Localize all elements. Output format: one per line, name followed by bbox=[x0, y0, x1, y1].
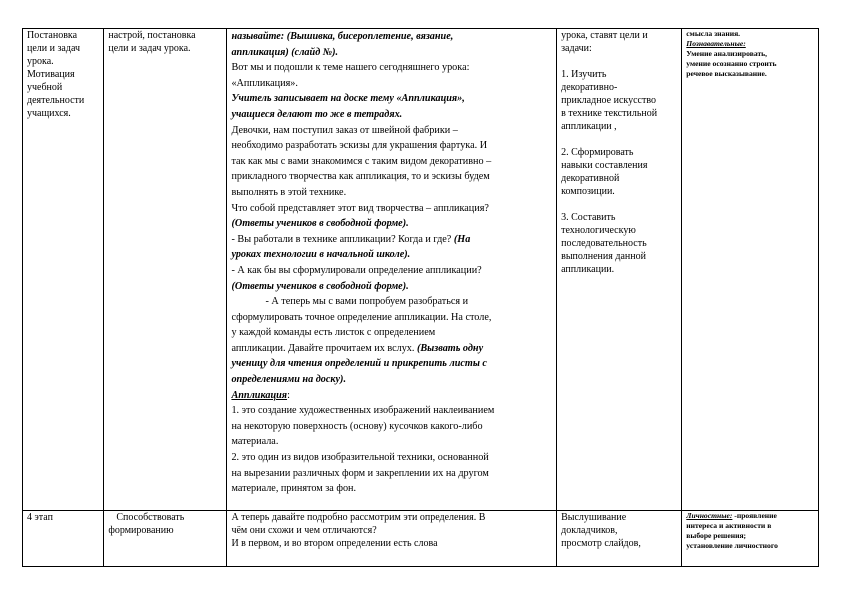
task-line: 1. Изучить bbox=[561, 69, 607, 80]
content-line: выполнять в этой технике. bbox=[231, 186, 347, 198]
stage-cell bbox=[23, 29, 104, 511]
uud-label-cognitive bbox=[686, 39, 814, 49]
table-row-stage-3 bbox=[23, 29, 819, 511]
students-line: докладчиков, bbox=[561, 525, 618, 536]
content-line: так как мы с вами знакомимся с таким видом декоративно – bbox=[231, 155, 492, 167]
content-line: необходимо разработать эскизы для украшения фартука. И bbox=[231, 140, 488, 152]
content-line: (Ответы учеников в свободной форме). bbox=[231, 218, 409, 230]
uud-text: -проявление bbox=[732, 511, 777, 520]
uud-line: Умение анализировать, bbox=[686, 49, 768, 58]
task-line: навыки составления bbox=[561, 160, 648, 171]
content-line: - А теперь мы с вами попробуем разобраться и bbox=[265, 296, 469, 308]
stage-line: учебной bbox=[27, 82, 63, 93]
content-text: (Вызвать одну bbox=[416, 342, 484, 354]
content-line: «Аппликация». bbox=[231, 77, 298, 89]
lesson-plan-table bbox=[22, 28, 819, 567]
goal-line: настрой, постановка bbox=[108, 30, 196, 41]
content-line bbox=[231, 232, 552, 248]
content-line: материале, принятом за фон. bbox=[231, 483, 357, 495]
content-text: (На bbox=[453, 233, 471, 245]
stage-line: 4 этап bbox=[27, 512, 53, 523]
students-activity-cell bbox=[557, 511, 682, 567]
content-line: учащиеся делают то же в тетрадях. bbox=[231, 108, 403, 120]
content-line: уроках технологии в начальной школе). bbox=[231, 249, 411, 261]
uud-line bbox=[686, 511, 814, 521]
definition-heading-colon: : bbox=[287, 389, 290, 401]
uud-line: выборе решения; bbox=[686, 531, 747, 540]
uud-label-personal: Личностные: bbox=[686, 511, 733, 520]
students-line: урока, ставят цели и bbox=[561, 30, 648, 41]
stage-cell bbox=[23, 511, 104, 567]
content-line: на некоторую поверхность (основу) кусочков какого-либо bbox=[231, 420, 483, 432]
content-line: Девочки, нам поступил заказ от швейной фабрики – bbox=[231, 124, 458, 136]
task-line: декоративной bbox=[561, 173, 620, 184]
stage-line: учащихся. bbox=[27, 108, 71, 119]
task-line: аппликации. bbox=[561, 264, 615, 275]
uud-cell bbox=[682, 511, 819, 567]
students-line: задачи: bbox=[561, 43, 592, 54]
goal-line: цели и задач урока. bbox=[108, 43, 191, 54]
content-line: 2. это один из видов изобразительной техники, основанной bbox=[231, 452, 489, 464]
task-line: 2. Сформировать bbox=[561, 147, 634, 158]
uud-line: интереса и активности в bbox=[686, 521, 772, 530]
content-line: (Ответы учеников в свободной форме). bbox=[231, 280, 409, 292]
task-line: прикладное искусство bbox=[561, 95, 657, 106]
content-line: сформулировать точное определение аппликации. На столе, bbox=[231, 311, 492, 323]
teacher-goal-cell bbox=[104, 29, 227, 511]
stage-line: цели и задач bbox=[27, 43, 81, 54]
task-line: выполнения данной bbox=[561, 251, 646, 262]
lesson-content-cell bbox=[227, 511, 557, 567]
content-line: А теперь давайте подробно рассмотрим эти определения. В bbox=[231, 512, 486, 523]
uud-line: смысла знания. bbox=[686, 29, 741, 38]
content-line: определениями на доску). bbox=[231, 374, 346, 386]
content-text: - Вы работали в технике аппликации? Когда и где? bbox=[231, 233, 454, 245]
task-line: аппликации , bbox=[561, 121, 617, 132]
task-line: в технике текстильной bbox=[561, 108, 658, 119]
task-line: декоративно- bbox=[561, 82, 618, 93]
content-line: - А как бы вы сформулировали определение аппликации? bbox=[231, 264, 482, 276]
content-line: на вырезании различных форм и закреплении их на другом bbox=[231, 467, 489, 479]
content-line: прикладного творчества как аппликация, то и эскизы будем bbox=[231, 171, 490, 183]
teacher-goal-cell bbox=[104, 511, 227, 567]
content-line: Что собой представляет этот вид творчества – аппликация? bbox=[231, 202, 489, 214]
goal-line: формированию bbox=[108, 525, 174, 536]
content-line: 1. это создание художественных изображений наклеиванием bbox=[231, 405, 495, 417]
content-line: аппликация) (слайд №). bbox=[231, 46, 339, 58]
content-line bbox=[231, 341, 552, 357]
uud-line: установление личностного bbox=[686, 541, 778, 550]
task-line: 3. Составить bbox=[561, 212, 616, 223]
task-line: последовательность bbox=[561, 238, 647, 249]
uud-line: речевое высказывание. bbox=[686, 69, 767, 78]
stage-line: Постановка bbox=[27, 30, 78, 41]
uud-cell bbox=[682, 29, 819, 511]
task-line: композиции. bbox=[561, 186, 615, 197]
content-line: чём они схожи и чем отличаются? bbox=[231, 525, 377, 536]
students-activity-cell bbox=[557, 29, 682, 511]
content-line: называйте: (Вышивка, бисероплетение, вязание, bbox=[231, 31, 454, 42]
content-line: Вот мы и подошли к теме нашего сегодняшнего урока: bbox=[231, 62, 470, 74]
students-line: просмотр слайдов, bbox=[561, 538, 641, 549]
content-text: аппликации. Давайте прочитаем их вслух. bbox=[231, 342, 417, 354]
uud-label-text: Познавательные: bbox=[686, 39, 746, 48]
content-line: И в первом, и во втором определении есть слова bbox=[231, 538, 438, 549]
content-line: Учитель записывает на доске тему «Аппликация», bbox=[231, 93, 465, 105]
content-line: материала. bbox=[231, 436, 279, 448]
definition-heading bbox=[231, 388, 552, 404]
content-line: ученицу для чтения определений и прикрепить листы с bbox=[231, 358, 487, 370]
content-line: у каждой команды есть листок с определением bbox=[231, 327, 436, 339]
stage-line: урока. bbox=[27, 56, 54, 67]
task-line: технологическую bbox=[561, 225, 636, 236]
stage-line: Мотивация bbox=[27, 69, 75, 80]
goal-line: Способствовать bbox=[116, 512, 185, 523]
lesson-content-cell bbox=[227, 29, 557, 511]
stage-line: деятельности bbox=[27, 95, 85, 106]
uud-line: умение осознанно строить bbox=[686, 59, 777, 68]
students-line: Выслушивание bbox=[561, 512, 627, 523]
definition-heading-text: Аппликация bbox=[231, 389, 288, 401]
table-row-stage-4 bbox=[23, 511, 819, 567]
